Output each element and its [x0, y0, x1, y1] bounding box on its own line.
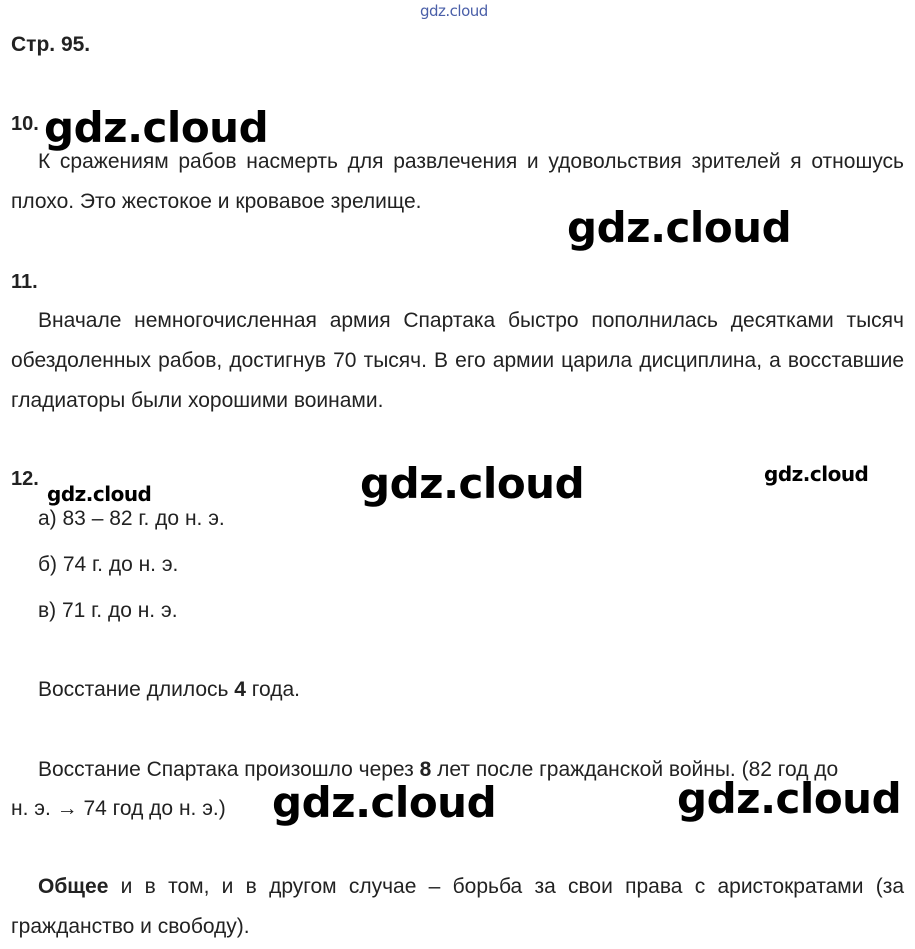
duration-value: 4 [234, 678, 246, 701]
common-text: и в том, и в другом случае – борьба за свои права с аристократами (за гражданство и свободу). [11, 875, 904, 938]
answer-item-a: а) 83 – 82 г. до н. э. [38, 507, 225, 530]
watermark-top: gdz.cloud [420, 2, 488, 20]
watermark-large-2: gdz.cloud [567, 203, 792, 252]
answer-item-v: в) 71 г. до н. э. [38, 599, 178, 622]
question-11-number: 11. [11, 271, 38, 293]
interval-value: 8 [419, 758, 432, 781]
watermark-large-5: gdz.cloud [677, 774, 902, 823]
answer-item-b: б) 74 г. до н. э. [38, 553, 179, 576]
common-label: Общее [38, 875, 109, 898]
watermark-small-2: gdz.cloud [764, 462, 869, 486]
duration-text-before: Восстание длилось [38, 678, 235, 701]
question-10-number: 10. [11, 113, 39, 135]
page-label: Стр. 95. [11, 33, 91, 56]
common-paragraph [11, 867, 904, 947]
watermark-small-1: gdz.cloud [47, 482, 152, 506]
duration-sentence [38, 670, 300, 710]
question-11-answer: Вначале немногочисленная армия Спартака быстро пополнилась десятками тысяч обездоленных рабов, достигнув 70 тысяч. В его армии царила дисциплина, а восставшие гладиаторы были хорошими воинами. [11, 309, 904, 412]
interval-text-after: лет после гражданской войны. (82 год до [431, 758, 839, 781]
duration-text-after: года. [245, 678, 300, 701]
question-11-text [11, 301, 904, 421]
question-10-answer: К сражениям рабов насмерть для развлечения и удовольствия зрителей я отношусь плохо. Это жестокое и кровавое зрелище. [11, 150, 904, 213]
watermark-large-4: gdz.cloud [272, 778, 497, 827]
watermark-large-3: gdz.cloud [360, 459, 585, 508]
interval-text-before: Восстание Спартака произошло через [38, 758, 420, 781]
interval-sentence-line2: н. э. → 74 год до н. э.) [11, 797, 226, 820]
watermark-large-1: gdz.cloud [44, 103, 269, 152]
question-12-number: 12. [11, 468, 39, 490]
